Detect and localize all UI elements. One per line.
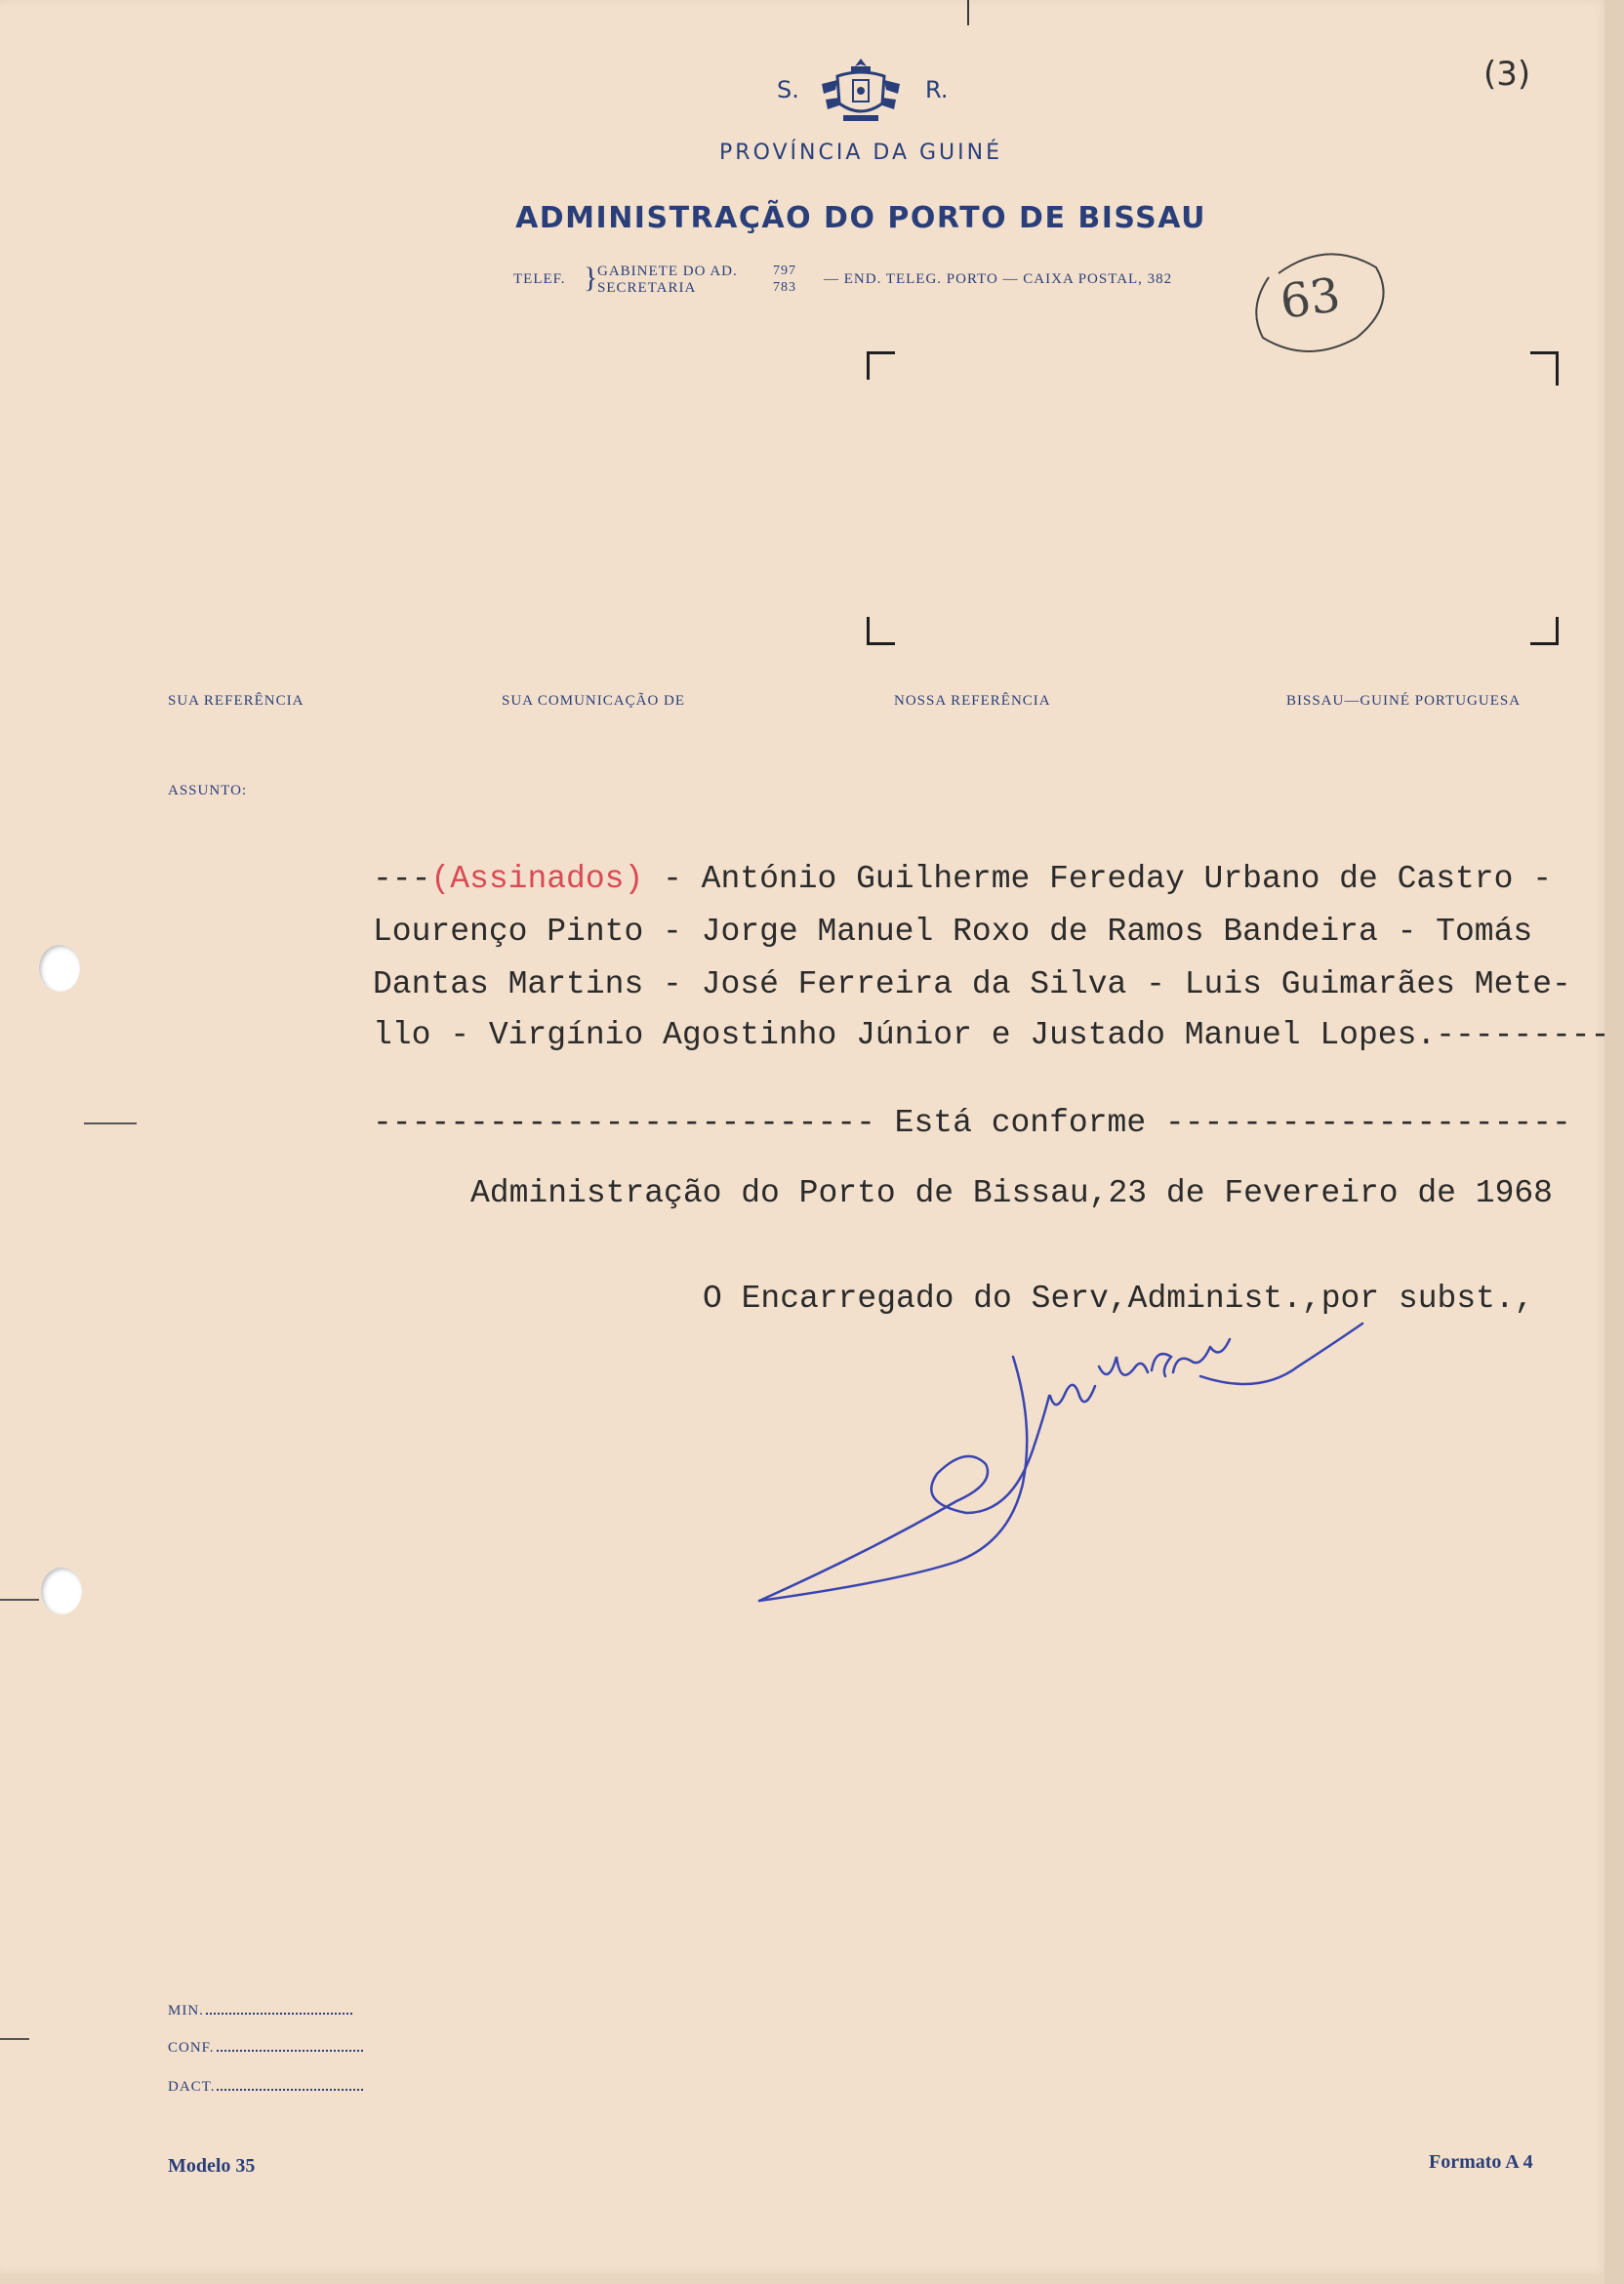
window-bracket-bottom-right: [1530, 617, 1559, 645]
date-line: Administração do Porto de Bissau,23 de Fevereiro de 1968: [470, 1175, 1553, 1211]
conf-dotted-line: [217, 2050, 363, 2052]
brace-icon: }: [584, 262, 599, 294]
sua-comunicacao-label: SUA COMUNICAÇÃO DE: [502, 693, 686, 709]
window-bracket-top-right: [1530, 351, 1559, 386]
body-line-3: Dantas Martins - José Ferreira da Silva - Luis Guimarães Mete-: [373, 966, 1571, 1002]
margin-mark-bottom: [0, 2038, 29, 2040]
dact-label: DACT.: [168, 2079, 216, 2095]
header-s-letter: S.: [777, 76, 799, 103]
window-bracket-top-left: [867, 351, 895, 380]
provincia-heading: PROVÍNCIA DA GUINÉ: [719, 141, 1002, 165]
telef-line1: GABINETE DO AD.: [597, 264, 738, 279]
conf-field: [168, 2040, 363, 2057]
administracao-heading: ADMINISTRAÇÃO DO PORTO DE BISSAU: [515, 201, 1206, 235]
margin-mark-hole: [0, 1599, 39, 1601]
modelo-label: Modelo 35: [168, 2155, 256, 2177]
page-edge: [1604, 0, 1624, 2284]
punch-hole-bottom: [41, 1568, 82, 1614]
min-dotted-line: [206, 2013, 352, 2015]
handwritten-signature-icon: [751, 1318, 1376, 1611]
signatory-line: O Encarregado do Serv,Administ.,por subst.,: [703, 1281, 1534, 1317]
margin-mark-fold: [84, 1122, 137, 1124]
body-line-4: llo - Virgínio Agostinho Júnior e Justado Manuel Lopes.---------: [373, 1017, 1610, 1053]
min-label: MIN.: [168, 2003, 204, 2019]
header-r-letter: R.: [925, 76, 949, 103]
formato-label: Formato A 4: [1429, 2151, 1533, 2173]
body-line-2: Lourenço Pinto - Jorge Manuel Roxo de Ramos Bandeira - Tomás: [373, 914, 1533, 950]
page-number: (3): [1483, 55, 1531, 94]
nossa-referencia-label: NOSSA REFERÊNCIA: [894, 693, 1051, 709]
place-label: BISSAU—GUINÉ PORTUGUESA: [1286, 693, 1522, 709]
dact-dotted-line: [217, 2089, 363, 2091]
telef-line1-number: 797: [773, 264, 796, 278]
punch-hole-top: [39, 945, 80, 992]
telef-label: TELEF.: [513, 271, 566, 287]
esta-conforme-line: -------------------------- Está conforme ---------------------: [373, 1105, 1571, 1141]
coat-of-arms-icon: [818, 55, 904, 129]
assunto-label: ASSUNTO:: [168, 783, 248, 798]
body-line-1-prefix: ---: [373, 861, 431, 897]
min-field: [168, 2003, 352, 2019]
top-tick-mark: [967, 0, 969, 25]
conf-label: CONF.: [168, 2040, 215, 2056]
assinados-red-text: (Assinados): [430, 861, 644, 897]
telef-line2-number: 783: [773, 280, 796, 295]
window-bracket-bottom-left: [867, 617, 895, 645]
sua-referencia-label: SUA REFERÊNCIA: [168, 693, 304, 709]
telef-rest: — END. TELEG. PORTO — CAIXA POSTAL, 382: [824, 271, 1173, 287]
telef-line2: SECRETARIA: [597, 280, 697, 296]
dact-field: [168, 2079, 363, 2096]
body-line-1-rest: - António Guilherme Fereday Urbano de Castro -: [643, 861, 1553, 897]
body-line-1: [373, 861, 1552, 897]
folio-handwritten: 63: [1277, 267, 1344, 330]
